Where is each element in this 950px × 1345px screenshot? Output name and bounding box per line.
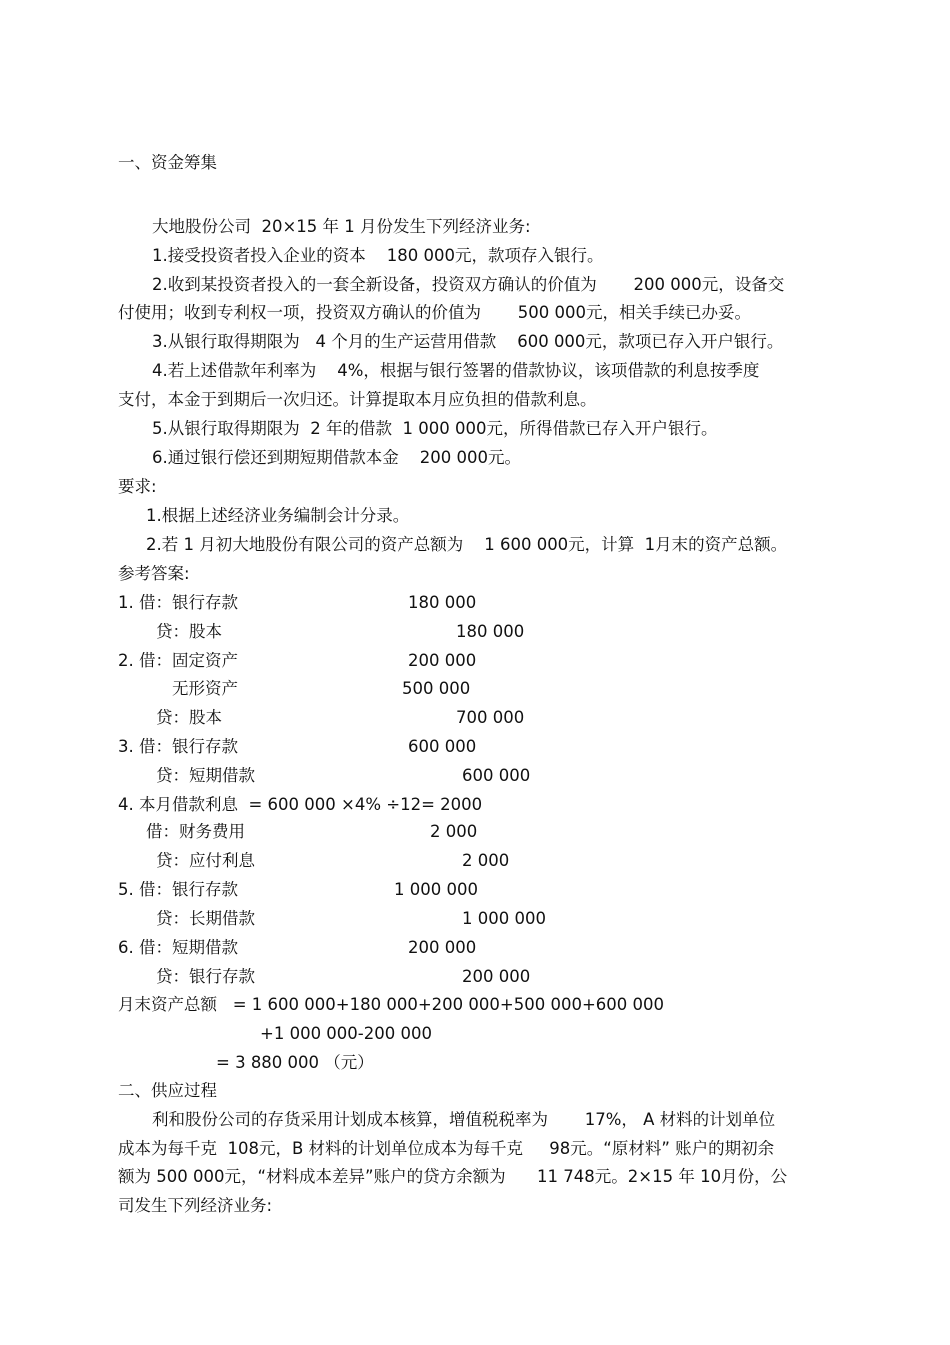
requirement-line: 1.根据上述经济业务编制会计分录。 bbox=[146, 506, 410, 525]
total-line: +1 000 000-200 000 bbox=[260, 1024, 432, 1043]
entry-text: 贷：长期借款 bbox=[156, 909, 255, 928]
entry-amount: 600 000 bbox=[462, 766, 531, 785]
entry-text: 1. 借：银行存款 bbox=[118, 593, 238, 612]
answer-label: 参考答案: bbox=[118, 564, 190, 583]
entry-text: 6. 借：短期借款 bbox=[118, 938, 238, 957]
total-line: = 3 880 000 （元） bbox=[216, 1053, 374, 1072]
entry-amount: 700 000 bbox=[456, 708, 525, 727]
entry-amount: 200 000 bbox=[408, 651, 477, 670]
entry-text: 无形资产 bbox=[172, 679, 238, 698]
item-line: 3.从银行取得期限为 4 个月的生产运营用借款 600 000元，款项已存入开户银行。 bbox=[152, 332, 784, 351]
entry-text: 借：财务费用 bbox=[146, 822, 245, 841]
entry-text: 4. 本月借款利息 = 600 000 ×4% ÷12= 2000 bbox=[118, 795, 483, 814]
entry-amount: 1 000 000 bbox=[394, 880, 478, 899]
paragraph-line: 额为 500 000元，“材料成本差异”账户的贷方余额为 11 748元。2×15 年 10月份，公 bbox=[118, 1167, 788, 1186]
entry-amount: 2 000 bbox=[462, 851, 510, 870]
entry-text: 贷：应付利息 bbox=[156, 851, 255, 870]
entry-text: 贷：股本 bbox=[156, 708, 222, 727]
entry-amount: 180 000 bbox=[456, 622, 525, 641]
item-line: 5.从银行取得期限为 2 年的借款 1 000 000元，所得借款已存入开户银行。 bbox=[152, 419, 718, 438]
paragraph-line: 成本为每千克 108元，B 材料的计划单位成本为每千克 98元。“原材料” 账户的期初余 bbox=[118, 1139, 775, 1158]
item-line: 1.接受投资者投入企业的资本 180 000元，款项存入银行。 bbox=[152, 246, 604, 265]
item-line: 支付，本金于到期后一次归还。计算提取本月应负担的借款利息。 bbox=[118, 390, 597, 409]
paragraph-line: 利和股份公司的存货采用计划成本核算，增值税税率为 17%， A 材料的计划单位 bbox=[152, 1110, 776, 1129]
entry-text: 贷：股本 bbox=[156, 622, 222, 641]
entry-text: 2. 借：固定资产 bbox=[118, 651, 238, 670]
item-line: 4.若上述借款年利率为 4%，根据与银行签署的借款协议，该项借款的利息按季度 bbox=[152, 361, 760, 380]
item-line: 6.通过银行偿还到期短期借款本金 200 000元。 bbox=[152, 448, 521, 467]
intro-text: 大地股份公司 20×15 年 1 月份发生下列经济业务: bbox=[152, 217, 531, 236]
entry-amount: 200 000 bbox=[462, 967, 531, 986]
entry-text: 贷：银行存款 bbox=[156, 967, 255, 986]
section-heading: 一、资金筹集 bbox=[118, 153, 217, 172]
entry-amount: 2 000 bbox=[430, 822, 478, 841]
total-line: 月末资产总额 = 1 600 000+180 000+200 000+500 000+600 000 bbox=[118, 995, 665, 1014]
entry-text: 3. 借：银行存款 bbox=[118, 737, 238, 756]
entry-amount: 1 000 000 bbox=[462, 909, 546, 928]
entry-text: 5. 借：银行存款 bbox=[118, 880, 238, 899]
paragraph-line: 司发生下列经济业务: bbox=[118, 1196, 273, 1215]
entry-amount: 200 000 bbox=[408, 938, 477, 957]
entry-amount: 180 000 bbox=[408, 593, 477, 612]
item-line: 付使用；收到专利权一项，投资双方确认的价值为 500 000元，相关手续已办妥。 bbox=[118, 303, 751, 322]
item-line: 2.收到某投资者投入的一套全新设备，投资双方确认的价值为 200 000元，设备交 bbox=[152, 275, 785, 294]
requirement-line: 2.若 1 月初大地股份有限公司的资产总额为 1 600 000元，计算 1月末的资产总额。 bbox=[146, 535, 788, 554]
section-heading: 二、供应过程 bbox=[118, 1081, 217, 1100]
entry-amount: 600 000 bbox=[408, 737, 477, 756]
requirements-label: 要求: bbox=[118, 477, 157, 496]
entry-amount: 500 000 bbox=[402, 679, 471, 698]
entry-text: 贷：短期借款 bbox=[156, 766, 255, 785]
